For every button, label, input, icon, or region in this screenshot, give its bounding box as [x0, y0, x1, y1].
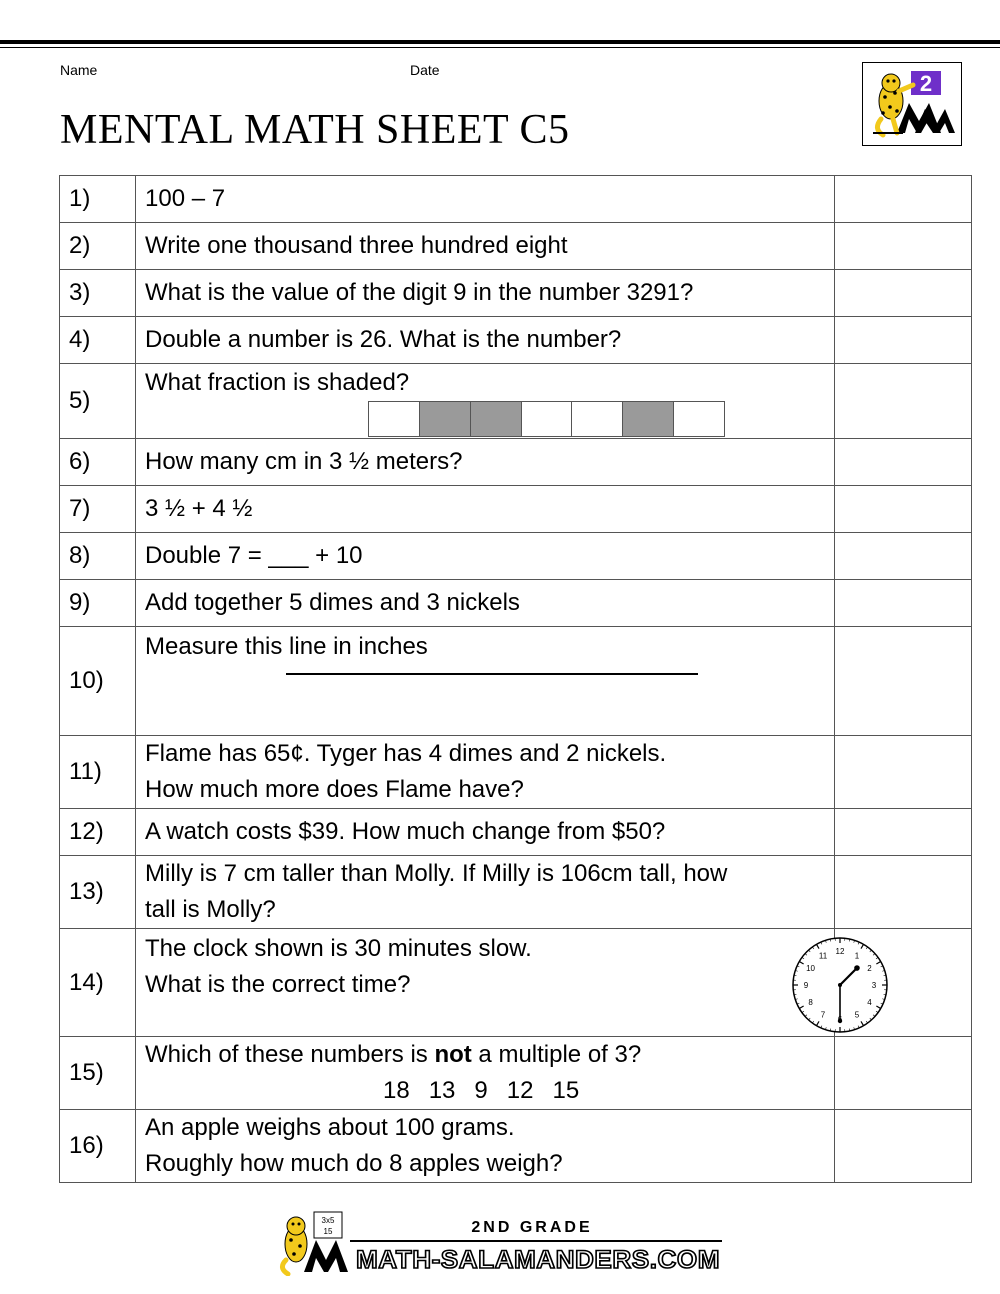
question-text: Roughly how much do 8 apples weigh?: [145, 1150, 563, 1177]
footer-logo: [270, 1210, 730, 1276]
question-row: [60, 1110, 972, 1183]
clock-number: 4: [867, 998, 872, 1007]
question-text: How many cm in 3 ½ meters?: [145, 448, 463, 475]
question-text: A watch costs $39. How much change from $50?: [145, 818, 666, 845]
question-text: Add together 5 dimes and 3 nickels: [145, 589, 520, 616]
question-number: 15): [60, 1037, 136, 1110]
question-text: Measure this line in inches: [145, 633, 428, 660]
question-text: Double a number is 26. What is the number?: [145, 326, 622, 353]
clock-number: 8: [808, 998, 813, 1007]
clock-number: 9: [803, 981, 809, 990]
question-text: The clock shown is 30 minutes slow.: [145, 935, 532, 962]
question-text: How much more does Flame have?: [145, 776, 524, 803]
question-number: 11): [60, 736, 136, 809]
question-text: 100 – 7: [145, 185, 226, 212]
question-number: 7): [60, 486, 136, 533]
question-row: [60, 223, 972, 270]
answer-box[interactable]: [835, 223, 972, 270]
question-row: [60, 580, 972, 627]
question-text: 3 ½ + 4 ½: [145, 495, 253, 522]
answer-box[interactable]: [835, 856, 972, 929]
fraction-cell-shaded: [623, 402, 674, 436]
question-row: [60, 439, 972, 486]
number-options: [145, 1073, 834, 1109]
question-text: What is the correct time?: [145, 971, 411, 998]
question-row: [60, 317, 972, 364]
question-text: What fraction is shaded?: [145, 369, 410, 396]
question-number: 12): [60, 809, 136, 856]
answer-box[interactable]: [835, 439, 972, 486]
number-option: 12: [506, 1077, 534, 1104]
number-option: 18: [383, 1077, 410, 1104]
question-row: [60, 533, 972, 580]
question-number: 2): [60, 223, 136, 270]
answer-box[interactable]: [835, 533, 972, 580]
question-text: What is the value of the digit 9 in the number 3291?: [145, 279, 694, 306]
name-label: Name: [60, 62, 98, 78]
answer-box[interactable]: [835, 736, 972, 809]
answer-box[interactable]: [835, 364, 972, 439]
date-label: Date: [410, 62, 440, 78]
clock-number: 11: [818, 951, 828, 961]
answer-box[interactable]: [835, 270, 972, 317]
question-table: [59, 175, 972, 1183]
question-text: tall is Molly?: [145, 896, 276, 923]
answer-box[interactable]: [835, 317, 972, 364]
question-row: [60, 486, 972, 533]
clock-number: 7: [820, 1010, 826, 1020]
fraction-cell-empty: [572, 402, 623, 436]
question-number: 9): [60, 580, 136, 627]
question-text: Write one thousand three hundred eight: [145, 232, 568, 259]
math-salamanders-logo-icon: [270, 1210, 730, 1276]
clock-number: 3: [871, 981, 877, 990]
question-number: 6): [60, 439, 136, 486]
clock-hour-hand-tip: [854, 965, 860, 971]
question-row: [60, 809, 972, 856]
answer-box[interactable]: [835, 627, 972, 736]
question-row: [60, 1037, 972, 1110]
top-rule-thick: [0, 40, 1000, 44]
number-option: 13: [428, 1077, 456, 1104]
measure-line: [286, 673, 698, 675]
footer-grade: 2ND GRADE: [471, 1219, 593, 1236]
clock-number: 2: [867, 964, 872, 973]
number-option: 15: [552, 1077, 580, 1104]
page-title: MENTAL MATH SHEET C5: [60, 107, 570, 153]
salamander-logo: [862, 62, 962, 146]
footer-card-top: 3x5: [321, 1216, 335, 1225]
question-row: [60, 627, 972, 736]
clock-number: 10: [806, 964, 816, 973]
question-number: 1): [60, 176, 136, 223]
answer-box[interactable]: [835, 580, 972, 627]
question-text: Milly is 7 cm taller than Molly. If Milly is 106cm tall, how: [145, 860, 728, 887]
footer-site: MATH-SALAMANDERS.COM: [356, 1246, 720, 1274]
fraction-cell-empty: [674, 402, 724, 436]
clock-icon: [790, 935, 890, 1035]
fraction-cell-empty: [369, 402, 420, 436]
clock-number: 1: [854, 951, 860, 961]
top-rule-thin: [0, 47, 1000, 48]
question-row: [60, 856, 972, 929]
question-row: [60, 176, 972, 223]
clock-center: [838, 983, 842, 987]
number-option: 9: [474, 1077, 488, 1104]
question-number: 8): [60, 533, 136, 580]
fraction-cell-shaded: [420, 402, 471, 436]
question-row: [60, 736, 972, 809]
clock-number: 12: [835, 947, 845, 956]
question-number: 16): [60, 1110, 136, 1183]
question-number: 13): [60, 856, 136, 929]
question-text: Flame has 65¢. Tyger has 4 dimes and 2 nickels.: [145, 740, 667, 767]
question-row: [60, 929, 972, 1037]
question-row: [60, 270, 972, 317]
question-number: 14): [60, 929, 136, 1037]
fraction-cell-empty: [522, 402, 573, 436]
question-row: [60, 364, 972, 439]
answer-box[interactable]: [835, 1037, 972, 1110]
question-number: 5): [60, 364, 136, 439]
clock-minute-hand-tip: [838, 1019, 842, 1023]
question-number: 4): [60, 317, 136, 364]
clock-number: 5: [854, 1010, 860, 1020]
fraction-bar: [368, 401, 725, 437]
question-text: Double 7 = ___ + 10: [145, 542, 363, 569]
fraction-cell-shaded: [471, 402, 522, 436]
question-text: An apple weighs about 100 grams.: [145, 1114, 515, 1141]
salamander-logo-icon: [863, 63, 961, 145]
question-number: 10): [60, 627, 136, 736]
footer-card-bottom: 15: [323, 1227, 333, 1236]
question-text: Which of these numbers is not a multiple of 3?: [145, 1041, 642, 1068]
question-number: 3): [60, 270, 136, 317]
answer-box[interactable]: [835, 486, 972, 533]
answer-box[interactable]: [835, 809, 972, 856]
answer-box[interactable]: [835, 1110, 972, 1183]
answer-box[interactable]: [835, 176, 972, 223]
bold-word: not: [434, 1041, 472, 1068]
logo-badge-text: 2: [919, 71, 933, 96]
